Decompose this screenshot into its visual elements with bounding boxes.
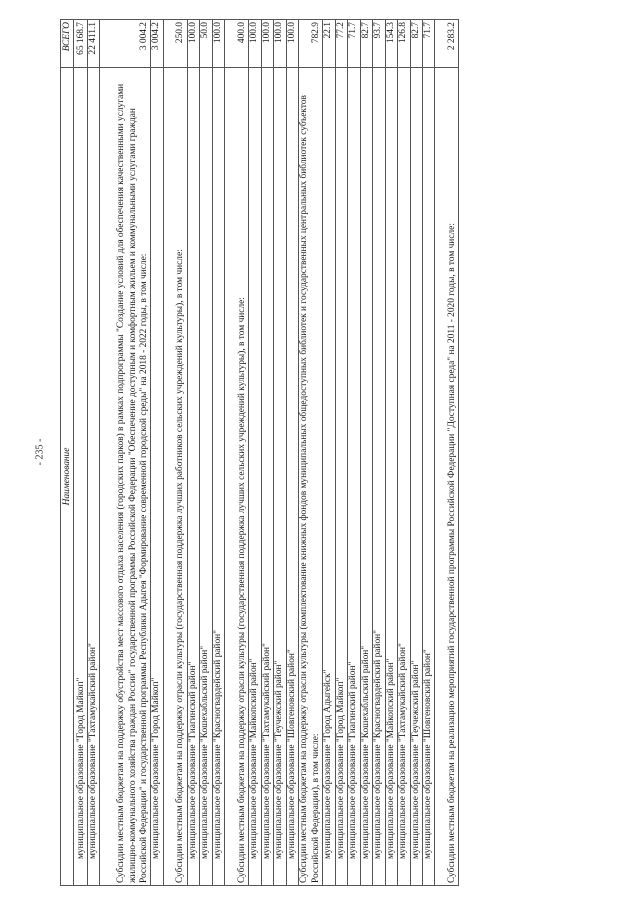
table-row bbox=[422, 20, 434, 886]
row-name: муниципальное образование "Красногвардейский район" bbox=[373, 68, 385, 886]
table-row bbox=[299, 20, 323, 886]
row-total: 71.7 bbox=[422, 20, 434, 68]
row-total: 3 004.2 bbox=[100, 20, 151, 68]
row-total: 2 283.2 bbox=[435, 20, 459, 68]
row-total: 3 004.2 bbox=[151, 20, 163, 68]
row-name: муниципальное образование "Тахтамукайский район" bbox=[261, 68, 273, 886]
row-name: муниципальное образование "Тахтамукайский район" bbox=[88, 68, 100, 886]
table-row bbox=[225, 20, 249, 886]
row-total: 782.9 bbox=[299, 20, 323, 68]
row-total: 100.0 bbox=[212, 20, 224, 68]
row-name: муниципальное образование "Кошехабльский район" bbox=[200, 68, 212, 886]
row-total: 50.0 bbox=[200, 20, 212, 68]
table-header-row bbox=[61, 20, 74, 886]
row-total: 77.2 bbox=[335, 20, 347, 68]
table-row bbox=[100, 20, 151, 886]
row-name: Субсидии местным бюджетам на поддержку отрасли культуры (государственная поддержка лучших работников сельских учреждений культуры), в том числе: bbox=[163, 68, 187, 886]
row-name: муниципальное образование "Город Майкоп" bbox=[151, 68, 163, 886]
table-row bbox=[385, 20, 397, 886]
table-row bbox=[335, 20, 347, 886]
row-name: муниципальное образование "Гиагинский район" bbox=[187, 68, 199, 886]
row-total: 65 168.7 bbox=[74, 20, 88, 68]
row-total: 71.7 bbox=[348, 20, 360, 68]
row-name: муниципальное образование "Красногвардейский район" bbox=[212, 68, 224, 886]
row-name: муниципальное образование "Майкопский район" bbox=[249, 68, 261, 886]
row-name: муниципальное образование "Теучежский район" bbox=[410, 68, 422, 886]
row-name: муниципальное образование "Кошехабльский район" bbox=[360, 68, 372, 886]
table-row bbox=[360, 20, 372, 886]
table-row bbox=[410, 20, 422, 886]
table-row bbox=[274, 20, 286, 886]
row-total: 22 411.1 bbox=[88, 20, 100, 68]
row-total: 82.7 bbox=[410, 20, 422, 68]
row-name: муниципальное образование "Тахтамукайский район" bbox=[398, 68, 410, 886]
row-total: 100.0 bbox=[261, 20, 273, 68]
table-row bbox=[200, 20, 212, 886]
table-row bbox=[88, 20, 100, 886]
table-row bbox=[286, 20, 298, 886]
table-row bbox=[323, 20, 335, 886]
budget-table bbox=[60, 19, 459, 886]
row-name: муниципальное образование "Город Майкоп" bbox=[74, 68, 88, 886]
row-name: Субсидии местным бюджетам на реализацию мероприятий государственной программы Российской Федерации "Доступная среда" на 2011 - 2020 годы, в том числе: bbox=[435, 68, 459, 886]
row-name: муниципальное образование "Теучежский район" bbox=[274, 68, 286, 886]
row-total: 100.0 bbox=[286, 20, 298, 68]
table-row bbox=[187, 20, 199, 886]
header-total: ВСЕГО bbox=[61, 20, 74, 68]
header-name: Наименование bbox=[61, 68, 74, 886]
row-total: 400.0 bbox=[225, 20, 249, 68]
row-name: Субсидии местным бюджетам на поддержку обустройства мест массового отдыха населения (городских парков) в рамках подпрограммы "Создание условий для обеспечения качественными услугами жилищно-коммунального хозяйства граждан России" государственной программы Российской Федерации "Обеспечение доступным и комфортным жильем и коммунальными услугами граждан Российской Федерации" и государственной программы Республики Адыгея "Формирование современной городской среды" на 2018 - 2022 годы, в том числе: bbox=[100, 68, 151, 886]
row-name: муниципальное образование "Шовгеновский район" bbox=[422, 68, 434, 886]
table-row bbox=[163, 20, 187, 886]
table-row bbox=[249, 20, 261, 886]
table-row bbox=[348, 20, 360, 886]
table-row bbox=[74, 20, 88, 886]
table-row bbox=[212, 20, 224, 886]
row-name: муниципальное образование "Город Майкоп" bbox=[335, 68, 347, 886]
table-row bbox=[398, 20, 410, 886]
row-total: 250.0 bbox=[163, 20, 187, 68]
row-total: 100.0 bbox=[187, 20, 199, 68]
row-name: муниципальное образование "Шовгеновский район" bbox=[286, 68, 298, 886]
row-total: 100.0 bbox=[274, 20, 286, 68]
row-total: 126.8 bbox=[398, 20, 410, 68]
row-name: муниципальное образование "Гиагинский район" bbox=[348, 68, 360, 886]
table-row bbox=[261, 20, 273, 886]
table-row bbox=[435, 20, 459, 886]
row-total: 93.7 bbox=[373, 20, 385, 68]
table-row bbox=[373, 20, 385, 886]
row-name: Субсидии местным бюджетам на поддержку отрасли культуры (комплектование книжных фондов муниципальных общедоступных библиотек и государственных центральных библиотек субъектов Российской Федерации), в том числе: bbox=[299, 68, 323, 886]
row-total: 154.3 bbox=[385, 20, 397, 68]
row-name: муниципальное образование "Майкопский район" bbox=[385, 68, 397, 886]
rotated-table-frame bbox=[60, 20, 600, 886]
table-row bbox=[151, 20, 163, 886]
row-name: Субсидии местным бюджетам на поддержку отрасли культуры (государственная поддержка лучших сельских учреждений культуры), в том числе: bbox=[225, 68, 249, 886]
row-total: 100.0 bbox=[249, 20, 261, 68]
row-name: муниципальное образование "Город Адыгейск" bbox=[323, 68, 335, 886]
row-total: 82.7 bbox=[360, 20, 372, 68]
page-number: - 235 - bbox=[34, 438, 46, 466]
budget-table-container bbox=[60, 20, 600, 886]
row-total: 22.1 bbox=[323, 20, 335, 68]
